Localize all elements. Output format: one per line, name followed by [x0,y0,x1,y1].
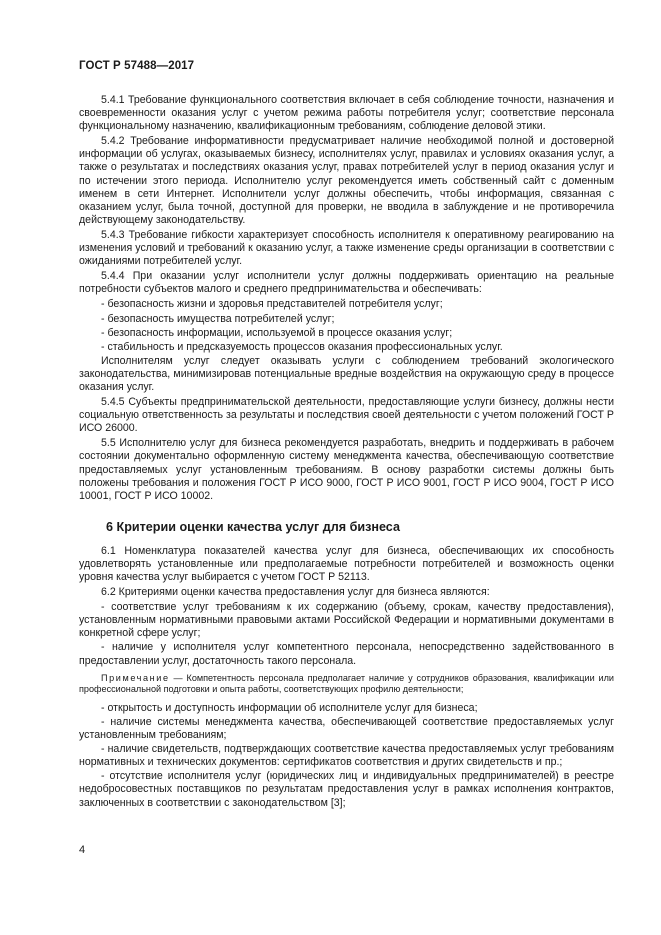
document-header: ГОСТ Р 57488—2017 [79,60,195,72]
paragraph-5-4-5: 5.4.5 Субъекты предпринимательской деятельности, предоставляющие услуги бизнесу, должны нести социальную ответственность за результаты и последствия своей деятельности с учетом положений ГОСТ Р ИСО 26000. [79,396,614,435]
paragraph-5-4-3: 5.4.3 Требование гибкости характеризует способность исполнителя к оперативному реагированию на изменения условий и требований к оказанию услуг, а также изменение среды организации в соответствии с ожиданиями потребителей услуг. [79,228,614,268]
page-number: 4 [79,844,86,856]
list-item: - безопасность имущества потребителей услуг; [101,312,335,325]
paragraph-5-4-4: 5.4.4 При оказании услуг исполнители услуг должны поддерживать ориентацию на реальные потребности субъектов малого и среднего предпринимательства и обеспечивать: [79,270,614,296]
paragraph-5-4-2: 5.4.2 Требование информативности предусматривает наличие необходимой полной и достоверной информации об услугах, оказываемых бизнесу, исполнителях услуг, правилах и условиях оказания услуг, а также о результатах и последствиях оказания услуг, правах потребителей услуг в период оказания услуг и по истечении этого периода. Исполнителю услуг рекомендуется иметь собственный сайт с доменным именем в сети Интернет. Исполнители услуг должны обеспечить, чтобы информация, связанная с оказанием услуг, была точной, доступной для проверки, не вводила в заблуждение и не противоречила действующему законодательству. [79,135,614,226]
list-item: - стабильность и предсказуемость процессов оказания профессиональных услуг. [101,340,503,353]
list-item: - безопасность информации, используемой в процессе оказания услуг; [101,326,453,339]
note [79,673,614,696]
list-item: - открытость и доступность информации об исполнителе услуг для бизнеса; [101,701,478,714]
list-item: - соответствие услуг требованиям к их содержанию (объему, срокам, качеству предоставления), установленным нормативными правовыми актами Российской Федерации и нормативными документами в конкретной сфере услуг; [79,601,614,640]
paragraph-5-5: 5.5 Исполнителю услуг для бизнеса рекомендуется разработать, внедрить и поддерживать в рабочем состоянии документально оформленную систему менеджмента качества, обеспечивающую соответствие предоставляемых услуг установленным требованиям. В основу разработки системы должны быть положены требования и положения ГОСТ Р ИСО 9000, ГОСТ Р ИСО 9001, ГОСТ Р ИСО 9004, ГОСТ Р ИСО 10001, ГОСТ Р ИСО 10002. [79,437,614,502]
list-item: - отсутствие исполнителя услуг (юридических лиц и индивидуальных предпринимателей) в реестре недобросовестных поставщиков по результатам предоставления услуг в рамках исполнения контрактов, заключенных в соответствии с законодательством [3]; [79,770,614,809]
note-label: Примечание [101,672,170,683]
paragraph-ecology: Исполнителям услуг следует оказывать услуги с соблюдением требований экологического законодательства, минимизировав потенциальные вредные воздействия на окружающую среду в процессе оказания услуг. [79,354,614,393]
section-title: 6 Критерии оценки качества услуг для бизнеса [106,519,400,534]
list-item: - безопасность жизни и здоровья представителей потребителя услуг; [101,298,443,311]
list-item: - наличие свидетельств, подтверждающих соответствие качества предоставляемых услуг требованиям нормативных и технических документов: сертификатов соответствия и других свидетельств и пр.; [79,743,614,769]
list-item: - наличие у исполнителя услуг компетентного персонала, непосредственно задействованного в предоставлении услуг, достаточность такого персонала. [79,641,614,667]
paragraph-6-1: 6.1 Номенклатура показателей качества услуг для бизнеса, обеспечивающих их способность удовлетворять установленные или предполагаемые потребности потребителей и возможность оценки уровня качества услуг выбирается с учетом ГОСТ Р 52113. [79,544,614,583]
document-body [79,94,614,811]
note-text: — Компетентность персонала предполагает наличие у сотрудников образования, квалификации или профессиональной подготовки и опыта работы, соответствующих профилю деятельности; [79,672,614,695]
paragraph-6-2: 6.2 Критериями оценки качества предоставления услуг для бизнеса являются: [101,586,490,599]
paragraph-5-4-1: 5.4.1 Требование функционального соответствия включает в себя соблюдение точности, назначения и своевременности оказания услуг с учетом режима работы потребителя услуг; соответствие персонала функциональному назначению, квалификационным требованиям, соблюдение деловой этики. [79,94,614,133]
list-item: - наличие системы менеджмента качества, обеспечивающей соответствие предоставляемых услуг установленным требованиям; [79,715,614,742]
